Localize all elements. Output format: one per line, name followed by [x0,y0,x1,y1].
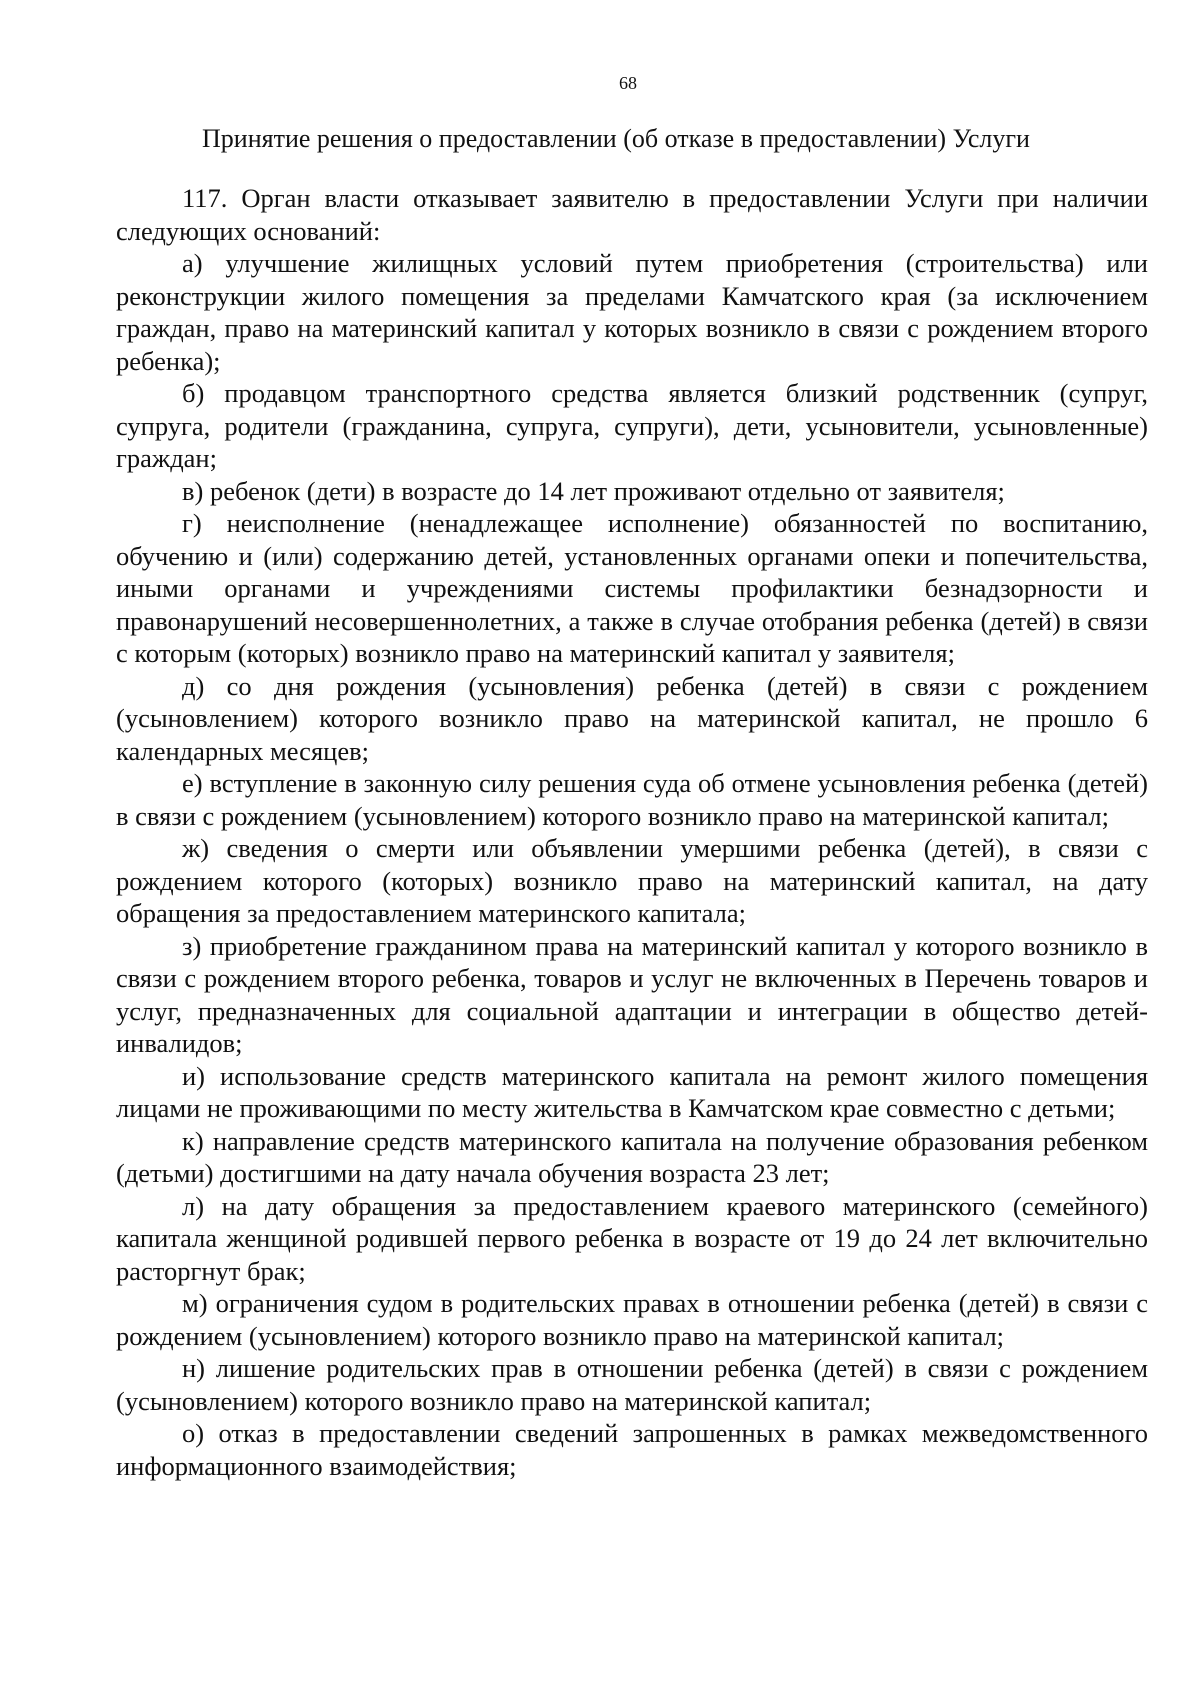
list-item-text: отказ в предоставлении сведений запрошенных в рамках межведомственного информационного взаимодействия; [116,1418,1148,1481]
list-item-zh [116,832,1148,930]
list-item-o [116,1417,1148,1482]
list-item-marker: к) [182,1125,204,1156]
list-item-marker: л) [182,1190,205,1221]
list-item-n [116,1352,1148,1417]
list-item-text: использование средств материнского капитала на ремонт жилого помещения лицами не проживающими по месту жительства в Камчатском крае совместно с детьми; [116,1060,1149,1123]
list-item-v [116,475,1148,508]
list-item-marker: о) [182,1418,205,1448]
list-item-marker: н) [182,1353,206,1383]
list-item-text: ограничения судом в родительских правах в отношении ребенка (детей) в связи с рождением (усыновлением) которого возникло право на материнской капитал; [116,1288,1148,1351]
paragraph-marker: 117. [182,183,228,213]
list-item-marker: м) [182,1288,208,1318]
list-item-marker: з) [182,930,202,961]
list-item-text: лишение родительских прав в отношении ребенка (детей) в связи с рождением (усыновлением) которого возникло право на материнской капитал; [116,1353,1148,1416]
paragraph-text: Орган власти отказывает заявителю в предоставлении Услуги при наличии следующих оснований: [116,183,1149,246]
list-item-d [116,670,1148,768]
list-item-marker: б) [182,378,205,408]
list-item-b [116,377,1148,475]
paragraph-117 [116,182,1148,247]
list-item-g [116,507,1148,670]
list-item-marker: ж) [182,833,210,863]
list-item-marker: а) [182,248,203,278]
list-item-marker: д) [182,670,205,701]
list-item-k [116,1125,1148,1190]
section-title: Принятие решения о предоставлении (об отказе в предоставлении) Услуги [202,124,1030,153]
list-item-text: улучшение жилищных условий путем приобретения (строительства) или реконструкции жилого помещения за пределами Камчатского края (за исключением граждан, право на материнский капитал у которых возникло в связи с рождением второго ребенка); [116,248,1148,376]
body-text [116,182,1148,1482]
list-item-marker: в) [182,475,204,506]
list-item-text: продавцом транспортного средства является близкий родственник (супруг, супруга, родители (гражданина, супруга, супруги), дети, усыновители, усыновленные) граждан; [116,378,1148,473]
list-item-e [116,767,1148,832]
list-item-text: ребенок (дети) в возрасте до 14 лет проживают отдельно от заявителя; [209,475,1005,506]
list-item-text: на дату обращения за предоставлением краевого материнского (семейного) капитала женщиной родившей первого ребенка в возрасте от 19 до 24 лет включительно расторгнут брак; [116,1190,1148,1286]
list-item-text: неисполнение (ненадлежащее исполнение) обязанностей по воспитанию, обучению и (или) содержанию детей, установленных органами опеки и попечительства, иными органами и учреждениями системы профилактики безнадзорности и правонарушений несовершеннолетних, а также в случае отобрания ребенка (детей) в связи с которым (которых) возникло право на материнский капитал у заявителя; [116,508,1149,668]
list-item-m [116,1287,1148,1352]
list-item-marker: е) [182,768,203,798]
list-item-text: сведения о смерти или объявлении умершими ребенка (детей), в связи с рождением которого (которых) возникло право на материнский капитал, на дату обращения за предоставлением материнского капитала; [116,833,1148,928]
list-item-text: вступление в законную силу решения суда об отмене усыновления ребенка (детей) в связи с рождением (усыновлением) которого возникло право на материнской капитал; [116,768,1148,831]
list-item-text: приобретение гражданином права на материнский капитал у которого возникло в связи с рождением второго ребенка, товаров и услуг не включенных в Перечень товаров и услуг, предназначенных для социальной адаптации и интеграции в общество детей-инвалидов; [116,930,1148,1058]
list-item-l [116,1190,1148,1288]
list-item-z [116,930,1148,1060]
list-item-text: направление средств материнского капитала на получение образования ребенком (детьми) достигшими на дату начала обучения возраста 23 лет; [116,1125,1149,1188]
page-number: 68 [619,73,637,93]
list-item-marker: и) [182,1060,206,1091]
list-item-marker: г) [182,508,202,538]
list-item-text: со дня рождения (усыновления) ребенка (детей) в связи с рождением (усыновлением) которого возникло право на материнской капитал, не прошло 6 календарных месяцев; [116,670,1149,766]
list-item-i [116,1060,1148,1125]
list-item-a [116,247,1148,377]
